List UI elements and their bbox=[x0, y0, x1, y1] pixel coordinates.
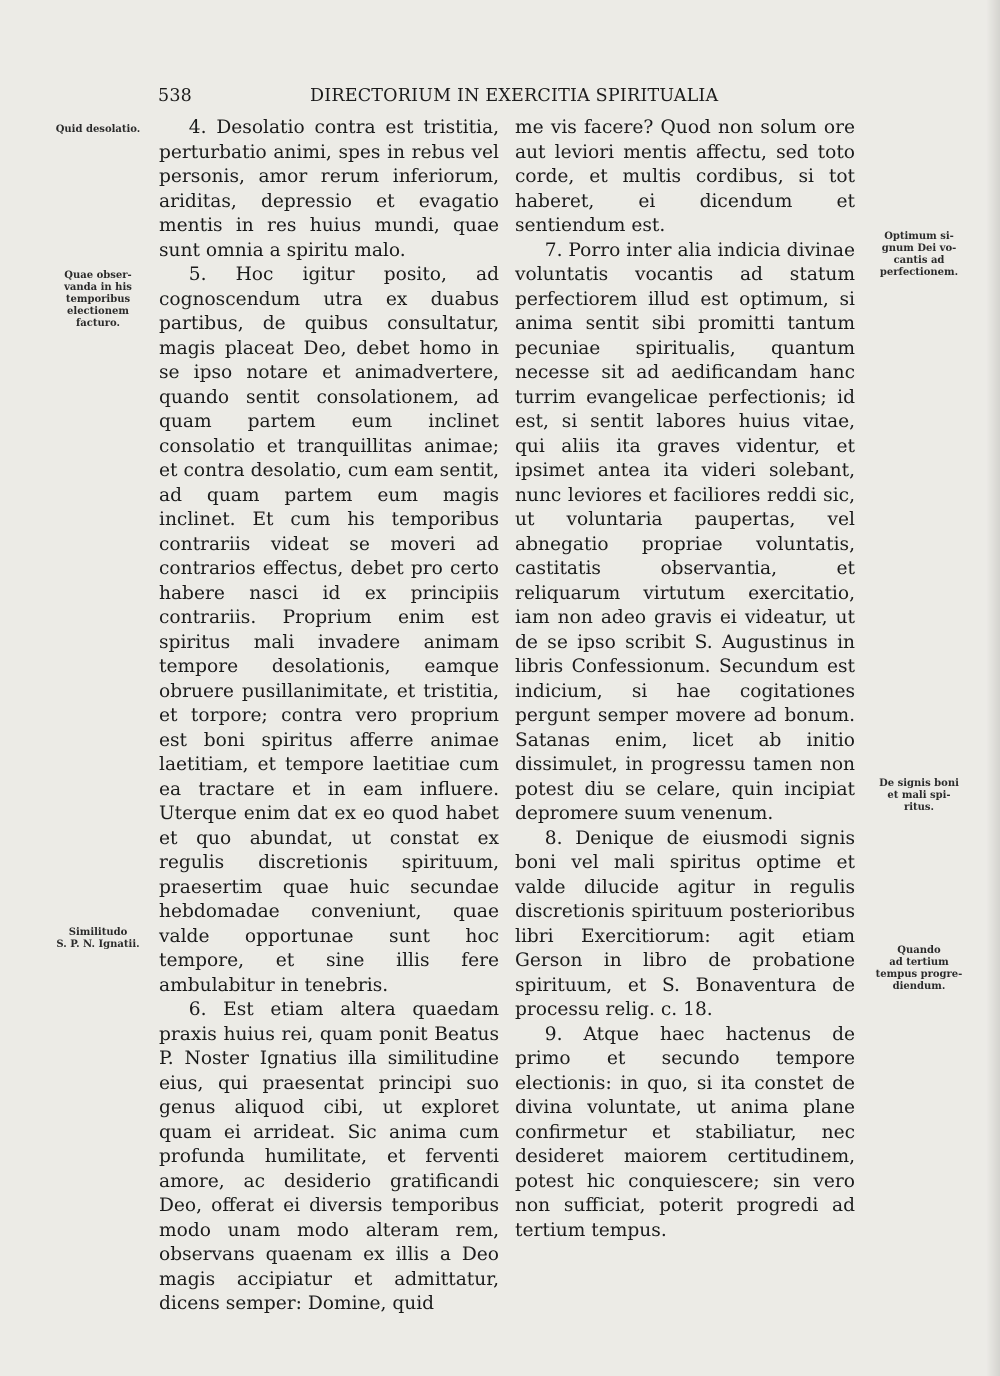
left-text-column bbox=[159, 116, 499, 1317]
paragraph-7: 7. Porro inter alia indicia divinae voluntatis vocantis ad statum perfectiorem illud est optimum, si anima sentit sibi promitti tantum pecuniae spiritualis, quantum necesse sit ad aedificandam hanc turrim evangelicae perfectionis; id est, si sentit labores huius vitae, qui aliis ita graves videntur, et ipsimet antea ita videri solebant, nunc leviores et faciliores reddi sic, ut voluntaria paupertas, vel abnegatio propriae voluntatis, castitatis observantia, et reliquarum virtutum exercitatio, iam non adeo gravis ei videatur, ut de se ipso scribit S. Augustinus in libris Confessionum. Secundum est indicium, si hae cogitationes pergunt semper movere ad bonum. Satanas enim, licet ab initio dissimulet, in progressu tamen non potest diu se celare, quin incipiat depromere suum venenum. bbox=[515, 239, 855, 824]
margin-note-similitudo: Similitudo S. P. N. Ignatii. bbox=[56, 927, 140, 950]
paragraph-6-continued: me vis facere? Quod non solum ore aut leviori mentis affectu, sed toto corde, et multis cordibus, si tot haberet, ei dicendum et sentiendum est. bbox=[515, 117, 855, 236]
margin-note-optimum-signum: Optimum si- gnum Dei vo- cantis ad perfectionem. bbox=[879, 231, 959, 278]
margin-note-observanda: Quae obser- vanda in his temporibus electionem facturo. bbox=[64, 270, 132, 329]
paragraph-4: 4. Desolatio contra est tristitia, perturbatio animi, spes in rebus vel personis, amor rerum inferiorum, ariditas, depressio et evagatio mentis in res huius mundi, quae sunt omnia a spiritu malo. bbox=[159, 117, 499, 261]
right-text-column bbox=[515, 116, 855, 1243]
running-title: DIRECTORIUM IN EXERCITIA SPIRITUALIA bbox=[310, 86, 719, 106]
paragraph-9: 9. Atque haec hactenus de primo et secundo tempore electionis: in quo, si ita constet de divina voluntate, ut anima plane confirmetur et stabiliatur, nec desideret maiorem certitudinem, potest hic conquiescere; sin vero non sufficiat, poterit progredi ad tertium tempus. bbox=[515, 1023, 855, 1241]
paragraph-8: 8. Denique de eiusmodi signis boni vel mali spiritus optime et valde dilucide agitur in regulis discretionis spirituum posterioribus libri Exercitiorum: agit etiam Gerson in libro de probatione spirituum, et S. Bonaventura de processu relig. c. 18. bbox=[515, 827, 855, 1020]
margin-note-de-signis: De signis boni et mali spi- ritus. bbox=[879, 778, 959, 813]
paragraph-6: 6. Est etiam altera quaedam praxis huius rei, quam ponit Beatus P. Noster Ignatius illa similitudine eius, qui praesentat principi suo genus aliquod cibi, ut exploret quam ei arrideat. Sic anima cum profunda humilitate, et ferventi amore, ac desiderio gratificandi Deo, offerat ei diversis temporibus modo unam modo alteram rem, observans quaenam ex illis a Deo magis accipiatur et admittatur, dicens semper: Domine, quid bbox=[159, 999, 499, 1314]
paragraph-5: 5. Hoc igitur posito, ad cognoscendum utra ex duabus partibus, de quibus consultatur, magis placeat Deo, debet homo in se ipso notare et animadvertere, quando sentit consolationem, ad quam partem eum inclinet consolatio et tranquillitas animae; et contra desolatio, cum eam sentit, ad quam partem eum magis inclinet. Et cum his temporibus contrariis videat se moveri ad contrarios effectus, debet pro certo habere nasci id ex principiis contrariis. Proprium enim est spiritus mali invadere animam tempore desolationis, eamque obruere pusillanimitate, et tristitia, et torpore; contra vero proprium est boni spiritus afferre animae laetitiam, et tempore laetitiae cum ea tractare et in eam influere. Uterque enim dat ex eo quod habet et quo abundat, ut constat ex regulis discretionis spirituum, praesertim quae huic secundae hebdomadae conveniunt, quae valde opportunae sunt hoc tempore, et sine illis fere ambulabitur in tenebris. bbox=[159, 264, 499, 996]
page-edge-shadow bbox=[986, 0, 1000, 1376]
margin-note-desolatio: Quid desolatio. bbox=[55, 124, 141, 135]
page-number: 538 bbox=[158, 86, 193, 106]
margin-note-quando: Quando ad tertium tempus progre- diendum. bbox=[875, 945, 963, 992]
